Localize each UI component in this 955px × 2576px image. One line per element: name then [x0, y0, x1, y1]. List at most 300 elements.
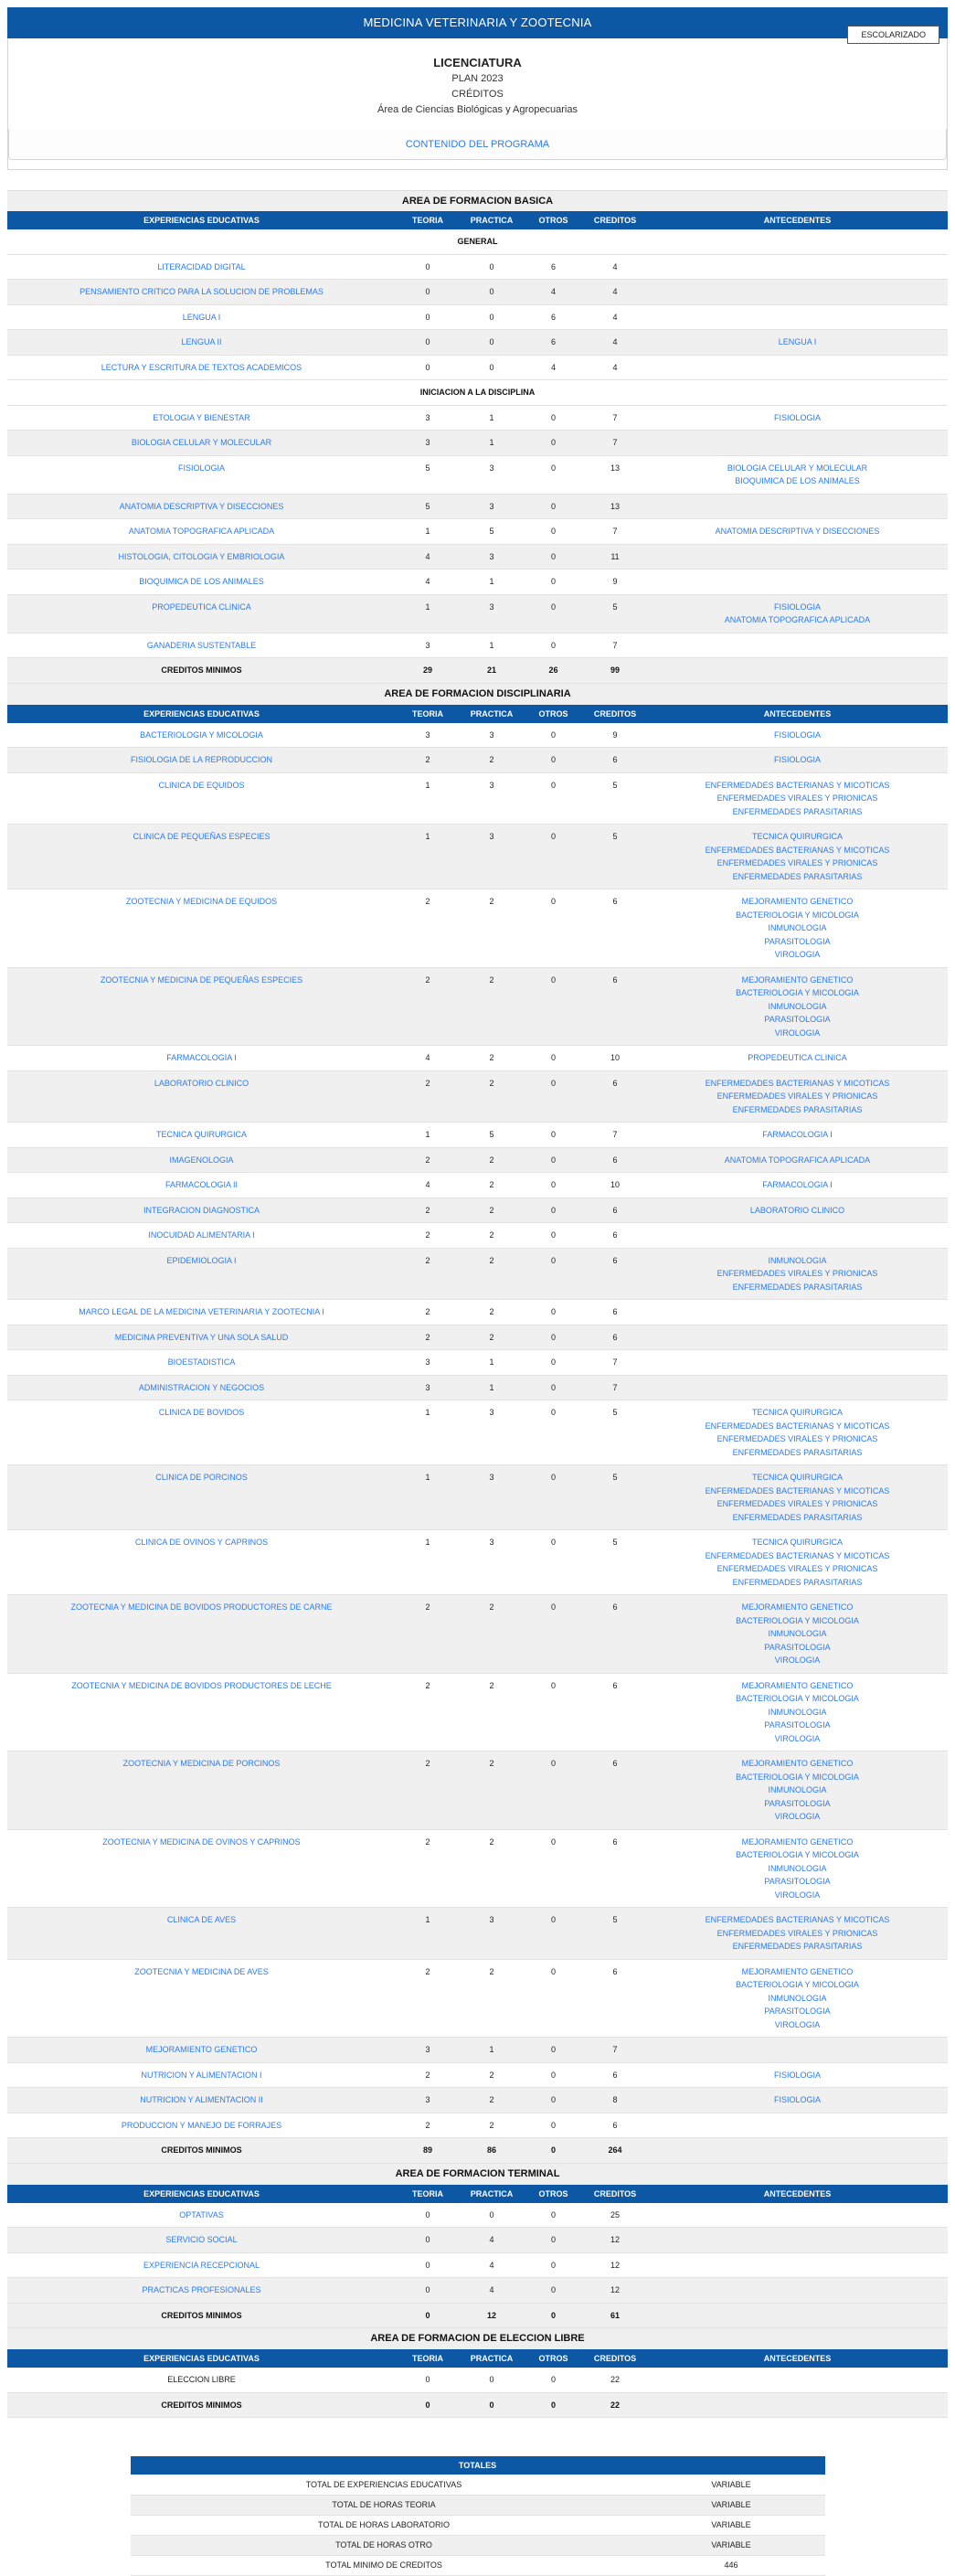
prerequisite-link[interactable]: FISIOLOGIA	[773, 412, 821, 422]
credits: 6	[583, 1198, 647, 1223]
course-row	[7, 633, 948, 658]
prerequisite-link[interactable]: BACTERIOLOGIA Y MICOLOGIA	[736, 1615, 859, 1625]
other-hours: 6	[524, 304, 583, 330]
course-name-link[interactable]: EPIDEMIOLOGIA I	[7, 1248, 396, 1300]
course-name-link[interactable]: CLINICA DE PORCINOS	[7, 1465, 396, 1530]
totals-label: TOTAL DE HORAS LABORATORIO	[131, 2515, 638, 2535]
course-name-link[interactable]: FISIOLOGIA	[7, 455, 396, 494]
course-row	[7, 2088, 948, 2113]
prerequisites	[647, 1223, 948, 1249]
credits: 4	[583, 254, 647, 280]
prerequisite-link[interactable]: TECNICA QUIRURGICA	[751, 832, 843, 841]
course-row	[7, 544, 948, 569]
prerequisites	[647, 1046, 948, 1071]
practice-hours: 3	[460, 772, 524, 825]
prerequisite-link[interactable]: INMUNOLOGIA	[768, 1785, 827, 1794]
prerequisite-link[interactable]: ANATOMIA DESCRIPTIVA Y DISECCIONES	[715, 527, 880, 536]
practice-hours: 1	[460, 633, 524, 658]
min-credits-value: 61	[583, 2303, 647, 2328]
course-name-link[interactable]: NUTRICION Y ALIMENTACION I	[7, 2062, 396, 2088]
other-hours: 0	[524, 1070, 583, 1123]
prerequisites	[647, 1530, 948, 1595]
practice-hours: 4	[460, 2228, 524, 2253]
course-name-link[interactable]: PROPEDEUTICA CLINICA	[7, 594, 396, 633]
program-content-link[interactable]: CONTENIDO DEL PROGRAMA	[405, 139, 550, 150]
course-name-link[interactable]: FARMACOLOGIA I	[7, 1046, 396, 1071]
practice-hours: 2	[460, 748, 524, 773]
credits: 13	[583, 494, 647, 519]
course-name-link[interactable]: CLINICA DE AVES	[7, 1908, 396, 1960]
theory-hours: 5	[396, 455, 460, 494]
course-row	[7, 2113, 948, 2138]
prerequisite-link[interactable]: PARASITOLOGIA	[764, 1877, 831, 1886]
credits: 6	[583, 1147, 647, 1173]
area-title: AREA DE FORMACION TERMINAL	[7, 2164, 948, 2185]
theory-hours: 1	[396, 825, 460, 889]
totals-table	[131, 2456, 825, 2576]
course-name-link[interactable]: INOCUIDAD ALIMENTARIA I	[7, 1223, 396, 1249]
credits: 4	[583, 330, 647, 356]
page	[0, 7, 955, 2570]
prerequisite-link[interactable]: PARASITOLOGIA	[764, 1642, 831, 1652]
prerequisite-link[interactable]: ENFERMEDADES PARASITARIAS	[732, 1282, 863, 1292]
prerequisites	[647, 494, 948, 519]
totals-label: TOTAL MINIMO DE CREDITOS	[131, 2555, 638, 2575]
prerequisite-link[interactable]: VIROLOGIA	[774, 1655, 821, 1665]
totals-value: VARIABLE	[638, 2495, 825, 2515]
course-row	[7, 1530, 948, 1595]
course-name-link[interactable]: ADMINISTRACION Y NEGOCIOS	[7, 1375, 396, 1400]
prerequisites	[647, 723, 948, 748]
min-credits-value: 29	[396, 658, 460, 684]
course-row	[7, 825, 948, 889]
course-row	[7, 405, 948, 431]
course-name-link[interactable]: LENGUA I	[7, 304, 396, 330]
practice-hours: 1	[460, 569, 524, 595]
course-name-link[interactable]: LECTURA Y ESCRITURA DE TEXTOS ACADEMICOS	[7, 355, 396, 380]
prerequisite-link[interactable]: LENGUA I	[778, 337, 817, 346]
course-name-link[interactable]: NUTRICION Y ALIMENTACION II	[7, 2088, 396, 2113]
prerequisite-link[interactable]: PARASITOLOGIA	[764, 1798, 831, 1808]
course-name-link[interactable]: CLINICA DE EQUIDOS	[7, 772, 396, 825]
practice-hours: 3	[460, 494, 524, 519]
theory-hours: 2	[396, 1248, 460, 1300]
theory-hours: 0	[396, 304, 460, 330]
prerequisite-link[interactable]: FISIOLOGIA	[773, 2070, 821, 2080]
course-name-link[interactable]: IMAGENOLOGIA	[7, 1147, 396, 1173]
course-name-link[interactable]: ZOOTECNIA Y MEDICINA DE AVES	[7, 1959, 396, 2038]
prerequisite-link[interactable]: INMUNOLOGIA	[768, 1001, 827, 1011]
min-credits-value: 12	[460, 2303, 524, 2328]
prerequisite-link[interactable]: MEJORAMIENTO GENETICO	[741, 897, 854, 906]
prerequisite-link[interactable]: ENFERMEDADES VIRALES Y PRIONICAS	[716, 1499, 878, 1508]
min-credits-row	[7, 2303, 948, 2328]
prerequisites	[647, 304, 948, 330]
prerequisite-link[interactable]: ENFERMEDADES VIRALES Y PRIONICAS	[716, 1434, 878, 1443]
other-hours: 0	[524, 405, 583, 431]
prerequisite-link[interactable]: ENFERMEDADES PARASITARIAS	[732, 1512, 863, 1522]
prerequisites	[647, 330, 948, 356]
prerequisite-link[interactable]: ENFERMEDADES BACTERIANAS Y MICOTICAS	[705, 780, 890, 790]
other-hours: 0	[524, 772, 583, 825]
column-header: PRACTICA	[460, 211, 524, 229]
totals-row	[131, 2555, 825, 2575]
totals-title: TOTALES	[131, 2456, 825, 2475]
credits: 5	[583, 1400, 647, 1465]
course-name-link[interactable]: ZOOTECNIA Y MEDICINA DE EQUIDOS	[7, 889, 396, 968]
other-hours: 0	[524, 2088, 583, 2113]
prerequisite-link[interactable]: ENFERMEDADES VIRALES Y PRIONICAS	[716, 858, 878, 868]
course-name-link[interactable]: ZOOTECNIA Y MEDICINA DE BOVIDOS PRODUCTORES DE CARNE	[7, 1595, 396, 1674]
credits: 6	[583, 1325, 647, 1350]
credits: 6	[583, 1223, 647, 1249]
courses-table	[7, 211, 948, 684]
credits: 6	[583, 1829, 647, 1908]
course-name-link: ELECCION LIBRE	[7, 2368, 396, 2392]
practice-hours: 2	[460, 1959, 524, 2038]
prerequisite-link[interactable]: FISIOLOGIA	[773, 601, 821, 612]
prerequisite-link[interactable]: ENFERMEDADES PARASITARIAS	[732, 1942, 863, 1951]
column-header: ANTECEDENTES	[647, 211, 948, 229]
credits: 13	[583, 455, 647, 494]
totals-value: VARIABLE	[638, 2475, 825, 2495]
credits: 6	[583, 1959, 647, 2038]
theory-hours: 2	[396, 2062, 460, 2088]
theory-hours: 3	[396, 405, 460, 431]
prerequisite-link[interactable]: FARMACOLOGIA I	[762, 1130, 833, 1139]
course-name-link[interactable]: INTEGRACION DIAGNOSTICA	[7, 1198, 396, 1223]
course-name-link[interactable]: ANATOMIA DESCRIPTIVA Y DISECCIONES	[7, 494, 396, 519]
min-credits-row	[7, 2392, 948, 2418]
column-header: CREDITOS	[583, 2185, 647, 2203]
course-name-link[interactable]: PENSAMIENTO CRITICO PARA LA SOLUCION DE PROBLEMAS	[7, 280, 396, 305]
prerequisite-link[interactable]: BACTERIOLOGIA Y MICOLOGIA	[736, 988, 859, 997]
course-name-link[interactable]: MARCO LEGAL DE LA MEDICINA VETERINARIA Y ZOOTECNIA I	[7, 1300, 396, 1325]
course-name-link[interactable]: ANATOMIA TOPOGRAFICA APLICADA	[7, 519, 396, 545]
prerequisite-link[interactable]: VIROLOGIA	[774, 950, 821, 959]
prerequisite-link[interactable]: FISIOLOGIA	[773, 755, 821, 764]
prerequisites	[647, 1350, 948, 1376]
prerequisite-link[interactable]: BACTERIOLOGIA Y MICOLOGIA	[736, 910, 859, 920]
other-hours: 0	[524, 1465, 583, 1530]
min-credits-label: CREDITOS MINIMOS	[7, 2303, 396, 2328]
prerequisites	[647, 1325, 948, 1350]
other-hours: 0	[524, 2113, 583, 2138]
course-row	[7, 431, 948, 456]
prerequisite-link[interactable]: INMUNOLOGIA	[768, 1707, 827, 1717]
course-row	[7, 1375, 948, 1400]
prerequisite-link[interactable]: VIROLOGIA	[774, 1812, 821, 1821]
credits: 11	[583, 544, 647, 569]
prerequisites	[647, 1070, 948, 1123]
practice-hours: 2	[460, 1147, 524, 1173]
practice-hours: 3	[460, 455, 524, 494]
prerequisite-link[interactable]: VIROLOGIA	[774, 1027, 821, 1038]
prerequisite-link[interactable]: ANATOMIA TOPOGRAFICA APLICADA	[724, 1155, 871, 1165]
practice-hours: 2	[460, 1595, 524, 1674]
course-name-link[interactable]: BIOQUIMICA DE LOS ANIMALES	[7, 569, 396, 595]
practice-hours: 2	[460, 1300, 524, 1325]
course-name-link[interactable]: ZOOTECNIA Y MEDICINA DE OVINOS Y CAPRINOS	[7, 1829, 396, 1908]
theory-hours: 3	[396, 633, 460, 658]
practice-hours: 2	[460, 1325, 524, 1350]
prerequisite-link[interactable]: ENFERMEDADES VIRALES Y PRIONICAS	[716, 1269, 878, 1278]
credits: 4	[583, 304, 647, 330]
prerequisite-link[interactable]: ENFERMEDADES PARASITARIAS	[732, 1447, 863, 1457]
prerequisite-link[interactable]: MEJORAMIENTO GENETICO	[741, 1966, 854, 1976]
course-name-link[interactable]: EXPERIENCIA RECEPCIONAL	[7, 2252, 396, 2278]
prerequisite-link[interactable]: ENFERMEDADES BACTERIANAS Y MICOTICAS	[705, 1421, 890, 1431]
prerequisite-link[interactable]: ENFERMEDADES PARASITARIAS	[732, 871, 863, 881]
practice-hours: 2	[460, 889, 524, 968]
credits: 5	[583, 1908, 647, 1960]
other-hours: 0	[524, 723, 583, 748]
course-row	[7, 455, 948, 494]
theory-hours: 2	[396, 1673, 460, 1751]
course-name-link[interactable]: LABORATORIO CLINICO	[7, 1070, 396, 1123]
course-row	[7, 1829, 948, 1908]
other-hours: 0	[524, 1959, 583, 2038]
course-row	[7, 2203, 948, 2228]
theory-hours: 1	[396, 1400, 460, 1465]
program-content-link-box	[8, 129, 947, 160]
prerequisite-link[interactable]: ENFERMEDADES VIRALES Y PRIONICAS	[716, 793, 878, 803]
prerequisite-link[interactable]: VIROLOGIA	[774, 2019, 821, 2029]
program-title-bar	[7, 7, 948, 38]
prerequisite-link[interactable]: ENFERMEDADES BACTERIANAS Y MICOTICAS	[705, 1915, 890, 1924]
course-name-link[interactable]: BIOLOGIA CELULAR Y MOLECULAR	[7, 431, 396, 456]
other-hours: 0	[524, 2228, 583, 2253]
prerequisite-link[interactable]: PARASITOLOGIA	[764, 1720, 831, 1730]
course-name-link[interactable]: CLINICA DE PEQUEÑAS ESPECIES	[7, 825, 396, 889]
prerequisite-link[interactable]: ANATOMIA TOPOGRAFICA APLICADA	[724, 615, 871, 624]
min-credits-value: 0	[460, 2392, 524, 2418]
course-name-link[interactable]: ETOLOGIA Y BIENESTAR	[7, 405, 396, 431]
course-row	[7, 889, 948, 968]
theory-hours: 4	[396, 569, 460, 595]
min-credits-value: 0	[524, 2392, 583, 2418]
other-hours: 0	[524, 1046, 583, 1071]
min-credits-label: CREDITOS MINIMOS	[7, 658, 396, 684]
course-name-link[interactable]: TECNICA QUIRURGICA	[7, 1123, 396, 1148]
prerequisite-link[interactable]: INMUNOLOGIA	[768, 923, 827, 932]
practice-hours: 3	[460, 825, 524, 889]
credits: 5	[583, 1465, 647, 1530]
prerequisites	[647, 1465, 948, 1530]
credits: 6	[583, 889, 647, 968]
prerequisites	[647, 2278, 948, 2304]
prerequisite-link[interactable]: BIOQUIMICA DE LOS ANIMALES	[735, 476, 860, 485]
column-header: ANTECEDENTES	[647, 705, 948, 723]
modality-badge: ESCOLARIZADO	[847, 26, 939, 44]
theory-hours: 2	[396, 1959, 460, 2038]
theory-hours: 2	[396, 1595, 460, 1674]
theory-hours: 1	[396, 1908, 460, 1960]
course-row	[7, 1325, 948, 1350]
practice-hours: 3	[460, 723, 524, 748]
other-hours: 0	[524, 889, 583, 968]
prerequisites	[647, 1595, 948, 1674]
prerequisites	[647, 1147, 948, 1173]
totals-value: 446	[638, 2555, 825, 2575]
other-hours: 0	[524, 1400, 583, 1465]
other-hours: 0	[524, 594, 583, 633]
prerequisite-link[interactable]: ENFERMEDADES PARASITARIAS	[732, 1577, 863, 1587]
credits: 5	[583, 1530, 647, 1595]
prerequisite-link[interactable]: PROPEDEUTICA CLINICA	[748, 1053, 847, 1062]
category-label: INICIACION A LA DISCIPLINA	[7, 380, 948, 406]
prerequisite-link[interactable]: BACTERIOLOGIA Y MICOLOGIA	[736, 1694, 859, 1703]
prerequisite-link[interactable]: ENFERMEDADES VIRALES Y PRIONICAS	[716, 1928, 878, 1938]
prerequisite-link[interactable]: BACTERIOLOGIA Y MICOLOGIA	[736, 1980, 859, 1989]
prerequisites	[647, 2113, 948, 2138]
prerequisite-link[interactable]: MEJORAMIENTO GENETICO	[741, 974, 854, 985]
course-row	[7, 494, 948, 519]
course-row	[7, 1400, 948, 1465]
theory-hours: 2	[396, 1325, 460, 1350]
prerequisite-link[interactable]: MEJORAMIENTO GENETICO	[741, 1759, 854, 1768]
prerequisite-link[interactable]: PARASITOLOGIA	[764, 2007, 831, 2016]
credits: 6	[583, 2113, 647, 2138]
course-name-link[interactable]: BACTERIOLOGIA Y MICOLOGIA	[7, 723, 396, 748]
prerequisite-link[interactable]: ENFERMEDADES BACTERIANAS Y MICOTICAS	[705, 845, 890, 855]
course-name-link[interactable]: SERVICIO SOCIAL	[7, 2228, 396, 2253]
prerequisite-link[interactable]: FARMACOLOGIA I	[762, 1180, 833, 1189]
course-row	[7, 594, 948, 633]
prerequisite-link[interactable]: TECNICA QUIRURGICA	[751, 1538, 843, 1547]
theory-hours: 3	[396, 2088, 460, 2113]
course-row	[7, 1173, 948, 1198]
course-name-link[interactable]: FISIOLOGIA DE LA REPRODUCCION	[7, 748, 396, 773]
course-name-link[interactable]: FARMACOLOGIA II	[7, 1173, 396, 1198]
prerequisite-link[interactable]: ENFERMEDADES BACTERIANAS Y MICOTICAS	[705, 1485, 890, 1496]
prerequisite-link[interactable]: BACTERIOLOGIA Y MICOLOGIA	[736, 1772, 859, 1782]
prerequisite-link[interactable]: ENFERMEDADES BACTERIANAS Y MICOTICAS	[705, 1078, 890, 1088]
practice-hours: 3	[460, 594, 524, 633]
theory-hours: 0	[396, 2278, 460, 2304]
prerequisite-link[interactable]: BACTERIOLOGIA Y MICOLOGIA	[736, 1850, 859, 1859]
course-name-link[interactable]: PRACTICAS PROFESIONALES	[7, 2278, 396, 2304]
other-hours: 0	[524, 1123, 583, 1148]
prerequisites	[647, 431, 948, 456]
prerequisite-link[interactable]: INMUNOLOGIA	[768, 1255, 827, 1265]
prerequisite-link[interactable]: BIOLOGIA CELULAR Y MOLECULAR	[727, 463, 868, 473]
theory-hours: 1	[396, 1465, 460, 1530]
practice-hours: 3	[460, 544, 524, 569]
course-name-link[interactable]: GANADERIA SUSTENTABLE	[7, 633, 396, 658]
other-hours: 0	[524, 494, 583, 519]
prerequisite-link[interactable]: MEJORAMIENTO GENETICO	[741, 1602, 854, 1612]
totals-row	[131, 2495, 825, 2515]
course-name-link[interactable]: MEJORAMIENTO GENETICO	[7, 2038, 396, 2063]
theory-hours: 0	[396, 2368, 460, 2392]
course-name-link[interactable]: CLINICA DE OVINOS Y CAPRINOS	[7, 1530, 396, 1595]
prerequisite-link[interactable]: TECNICA QUIRURGICA	[751, 1408, 843, 1417]
prerequisites	[647, 1908, 948, 1960]
credits: 7	[583, 431, 647, 456]
min-credits-value: 99	[583, 658, 647, 684]
prerequisite-link[interactable]: VIROLOGIA	[774, 1889, 821, 1900]
column-header: PRACTICA	[460, 705, 524, 723]
practice-hours: 1	[460, 431, 524, 456]
other-hours: 0	[524, 431, 583, 456]
prerequisite-link[interactable]: FISIOLOGIA	[773, 2095, 821, 2104]
other-hours: 0	[524, 2038, 583, 2063]
prerequisite-link[interactable]: MEJORAMIENTO GENETICO	[741, 1836, 854, 1847]
credits: 7	[583, 1375, 647, 1400]
prerequisite-link[interactable]: INMUNOLOGIA	[768, 1993, 827, 2003]
prerequisite-link[interactable]: ENFERMEDADES PARASITARIAS	[732, 806, 863, 816]
prerequisite-link[interactable]: ENFERMEDADES BACTERIANAS Y MICOTICAS	[705, 1550, 890, 1560]
prerequisites	[647, 1959, 948, 2038]
course-name-link[interactable]: HISTOLOGIA, CITOLOGIA Y EMBRIOLOGIA	[7, 544, 396, 569]
other-hours: 0	[524, 1908, 583, 1960]
course-row	[7, 355, 948, 380]
course-name-link[interactable]: CLINICA DE BOVIDOS	[7, 1400, 396, 1465]
prerequisite-link[interactable]: INMUNOLOGIA	[768, 1629, 827, 1638]
practice-hours: 4	[460, 2278, 524, 2304]
prerequisite-link[interactable]: PARASITOLOGIA	[764, 1015, 831, 1024]
theory-hours: 2	[396, 1300, 460, 1325]
prerequisite-link[interactable]: FISIOLOGIA	[773, 729, 821, 740]
course-row	[7, 1198, 948, 1223]
column-header: TEORIA	[396, 211, 460, 229]
prerequisite-link[interactable]: ENFERMEDADES VIRALES Y PRIONICAS	[716, 1091, 878, 1101]
practice-hours: 2	[460, 1751, 524, 1830]
theory-hours: 0	[396, 254, 460, 280]
other-hours: 0	[524, 1751, 583, 1830]
course-name-link[interactable]: LENGUA II	[7, 330, 396, 356]
course-name-link[interactable]: MEDICINA PREVENTIVA Y UNA SOLA SALUD	[7, 1325, 396, 1350]
course-name-link[interactable]: OPTATIVAS	[7, 2203, 396, 2228]
prerequisite-link[interactable]: LABORATORIO CLINICO	[749, 1205, 845, 1215]
prerequisite-link[interactable]: MEJORAMIENTO GENETICO	[741, 1680, 854, 1690]
prerequisite-link[interactable]: PARASITOLOGIA	[764, 936, 831, 946]
other-hours: 0	[524, 1350, 583, 1376]
column-header: TEORIA	[396, 705, 460, 723]
theory-hours: 0	[396, 2228, 460, 2253]
course-name-link[interactable]: PRODUCCION Y MANEJO DE FORRAJES	[7, 2113, 396, 2138]
theory-hours: 0	[396, 280, 460, 305]
curriculum-sections	[7, 190, 948, 2418]
prerequisite-link[interactable]: INMUNOLOGIA	[768, 1863, 827, 1873]
course-name-link[interactable]: BIOESTADISTICA	[7, 1350, 396, 1376]
course-row	[7, 772, 948, 825]
other-hours: 0	[524, 2062, 583, 2088]
other-hours: 0	[524, 2278, 583, 2304]
prerequisites	[647, 2203, 948, 2228]
totals-row	[131, 2515, 825, 2535]
prerequisite-link[interactable]: VIROLOGIA	[774, 1733, 821, 1743]
practice-hours: 2	[460, 2062, 524, 2088]
practice-hours: 2	[460, 2113, 524, 2138]
credits: 25	[583, 2203, 647, 2228]
program-title: MEDICINA VETERINARIA Y ZOOTECNIA	[363, 16, 592, 29]
column-header: CREDITOS	[583, 2349, 647, 2368]
program-container	[7, 7, 948, 2576]
course-name-link[interactable]: LITERACIDAD DIGITAL	[7, 254, 396, 280]
prerequisites	[647, 1400, 948, 1465]
course-name-link[interactable]: ZOOTECNIA Y MEDICINA DE PEQUEÑAS ESPECIES	[7, 967, 396, 1046]
prerequisite-link[interactable]: TECNICA QUIRURGICA	[751, 1473, 843, 1482]
course-name-link[interactable]: ZOOTECNIA Y MEDICINA DE BOVIDOS PRODUCTORES DE LECHE	[7, 1673, 396, 1751]
course-name-link[interactable]: ZOOTECNIA Y MEDICINA DE PORCINOS	[7, 1751, 396, 1830]
other-hours: 4	[524, 355, 583, 380]
practice-hours: 0	[460, 280, 524, 305]
prerequisite-link[interactable]: ENFERMEDADES VIRALES Y PRIONICAS	[716, 1564, 878, 1573]
prerequisites	[647, 1300, 948, 1325]
prerequisite-link[interactable]: ENFERMEDADES PARASITARIAS	[732, 1104, 863, 1114]
